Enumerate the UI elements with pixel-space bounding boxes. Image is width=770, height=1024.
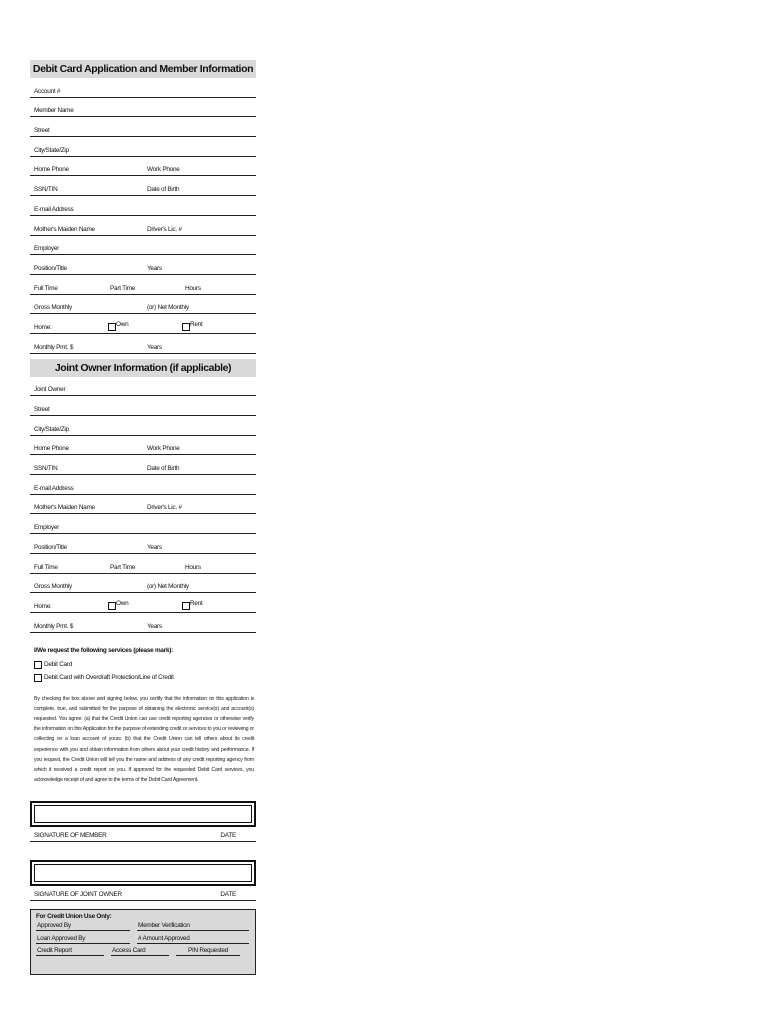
field-label: Street [34,406,50,413]
home-phone-label: Home Phone [34,166,69,174]
part-time-label: Part Time [110,284,136,292]
member-verification-field[interactable] [137,919,249,931]
drivers-license-label: Driver's Lic. # [147,225,182,233]
rent-label: Rent [190,599,203,607]
debit-card-option [30,658,256,671]
debit-overdraft-label: Debit Card with Overdraft Protection/Line of Credit [44,673,174,681]
member-signature-line [30,827,256,842]
full-time-label: Full Time [34,563,58,571]
monthly-payment-row[interactable] [30,334,256,354]
joint-phone-row[interactable] [30,436,256,456]
own-checkbox[interactable] [108,323,116,331]
income-row[interactable] [30,295,256,315]
joint-signature-box[interactable] [30,860,256,886]
debit-card-checkbox[interactable] [34,661,42,669]
home-row [30,314,256,334]
work-phone-label: Work Phone [147,445,180,453]
member-verification-label: Member Verification [138,922,190,930]
monthly-payment-label: Monthly Pmt. $ [34,343,74,351]
rent-label: Rent [190,320,203,328]
joint-ssn-dob-row[interactable] [30,455,256,475]
approved-by-field[interactable] [36,919,130,931]
amount-approved-field[interactable] [137,932,249,944]
home-label: Home: [34,323,52,331]
gross-monthly-label: Gross Monthly [34,583,72,591]
net-monthly-label: (or) Net Monthly [147,304,189,312]
member-signature-box[interactable] [30,801,256,827]
monthly-payment-label: Monthly Pmt. $ [34,622,74,630]
employment-type-row[interactable] [30,275,256,295]
field-label: Member Name [34,107,74,115]
credit-report-label: Credit Report [37,947,72,955]
full-time-label: Full Time [34,284,58,292]
work-phone-label: Work Phone [147,166,180,174]
joint-owner-field[interactable] [30,377,256,397]
joint-city-field[interactable] [30,416,256,436]
field-label: Employer [34,524,59,532]
ssn-label: SSN/TIN [34,186,58,194]
employer-field[interactable] [30,236,256,256]
field-label: Account # [34,87,61,95]
credit-union-use-box [30,909,256,975]
joint-email-field[interactable] [30,475,256,495]
gross-monthly-label: Gross Monthly [34,304,72,312]
net-monthly-label: (or) Net Monthly [147,583,189,591]
joint-street-field[interactable] [30,396,256,416]
debit-card-label: Debit Card [44,660,73,668]
credit-union-title: For Credit Union Use Only: [36,913,112,921]
street-field[interactable] [30,117,256,137]
credit-report-field[interactable] [36,944,104,956]
field-label: Street [34,127,50,135]
rent-checkbox[interactable] [182,602,190,610]
date-label: DATE [220,832,236,840]
debit-overdraft-checkbox[interactable] [34,674,42,682]
hours-label: Hours [185,284,201,292]
years-label: Years [147,264,162,272]
joint-signature-label: SIGNATURE OF JOINT OWNER [34,891,122,899]
pin-requested-label: PIN Requested [187,947,229,955]
joint-maiden-license-row[interactable] [30,495,256,515]
loan-approved-by-field[interactable] [36,932,130,944]
dob-label: Date of Birth [147,186,180,194]
position-label: Position/Title [34,264,67,272]
field-label: City/State/Zip [34,425,69,433]
joint-employment-type-row[interactable] [30,554,256,574]
maiden-name-label: Mother's Maiden Name [34,504,95,512]
field-label: City/State/Zip [34,146,69,154]
phone-row[interactable] [30,157,256,177]
debit-overdraft-option [30,671,256,684]
home-label: Home: [34,602,52,610]
position-label: Position/Title [34,543,67,551]
approved-by-label: Approved By [37,922,71,930]
joint-section-title: Joint Owner Information (if applicable) [30,359,256,377]
member-section-title: Debit Card Application and Member Information [30,60,256,78]
years-label: Years [147,343,162,351]
rent-checkbox[interactable] [182,323,190,331]
years-label: Years [147,622,162,630]
field-label: E-mail Address [34,484,74,492]
home-phone-label: Home Phone [34,445,69,453]
member-signature-label: SIGNATURE OF MEMBER [34,832,107,840]
own-label: Own [116,599,129,607]
position-years-row[interactable] [30,255,256,275]
hours-label: Hours [185,563,201,571]
dob-label: Date of Birth [147,465,180,473]
ssn-label: SSN/TIN [34,465,58,473]
access-card-label: Access Card [112,947,146,955]
field-label: Employer [34,245,59,253]
drivers-license-label: Driver's Lic. # [147,504,182,512]
city-state-zip-field[interactable] [30,137,256,157]
joint-monthly-payment-row[interactable] [30,613,256,633]
pin-requested-field[interactable] [176,944,240,956]
field-label: Joint Owner [34,386,66,394]
date-label: DATE [220,891,236,899]
joint-position-years-row[interactable] [30,534,256,554]
maiden-license-row[interactable] [30,216,256,236]
loan-approved-by-label: Loan Approved By [37,935,86,943]
access-card-field[interactable] [111,944,169,956]
amount-approved-label: # Amount Approved [138,935,190,943]
account-number-field[interactable] [30,78,256,98]
email-field[interactable] [30,196,256,216]
own-label: Own [116,320,129,328]
own-checkbox[interactable] [108,602,116,610]
services-title: I/We request the following services (please mark): [34,646,174,654]
services-section [30,647,256,684]
joint-income-row[interactable] [30,574,256,594]
maiden-name-label: Mother's Maiden Name [34,225,95,233]
member-name-field[interactable] [30,98,256,118]
joint-signature-line [30,886,256,901]
debit-card-application-form [30,60,256,975]
ssn-dob-row[interactable] [30,176,256,196]
years-label: Years [147,543,162,551]
field-label: E-mail Address [34,205,74,213]
part-time-label: Part Time [110,563,136,571]
joint-home-row [30,593,256,613]
joint-employer-field[interactable] [30,514,256,534]
consent-paragraph: By checking the box above and signing below, you certify that the information on this application is complete, true, and submitted for the purpose of obtaining the electronic service(s) and account(s) requested. You agree: (a) that the Credit Union can use credit reporting agencies or otherwise verify the information on this Application for the purpose of extending credit or services to you or reviewing or collecting on a loan account of yours: (b) that the Credit Union can tell others about its credit experience with you and obtain information from others about your credit history and performance. If you request, the Credit Union will tell you the name and address of any credit reporting agency from which it received a credit report on you. If approved for the requested Debit Card services, you acknowledge receipt of and agree to the terms of the Debit Card Agreement. [34,695,254,784]
